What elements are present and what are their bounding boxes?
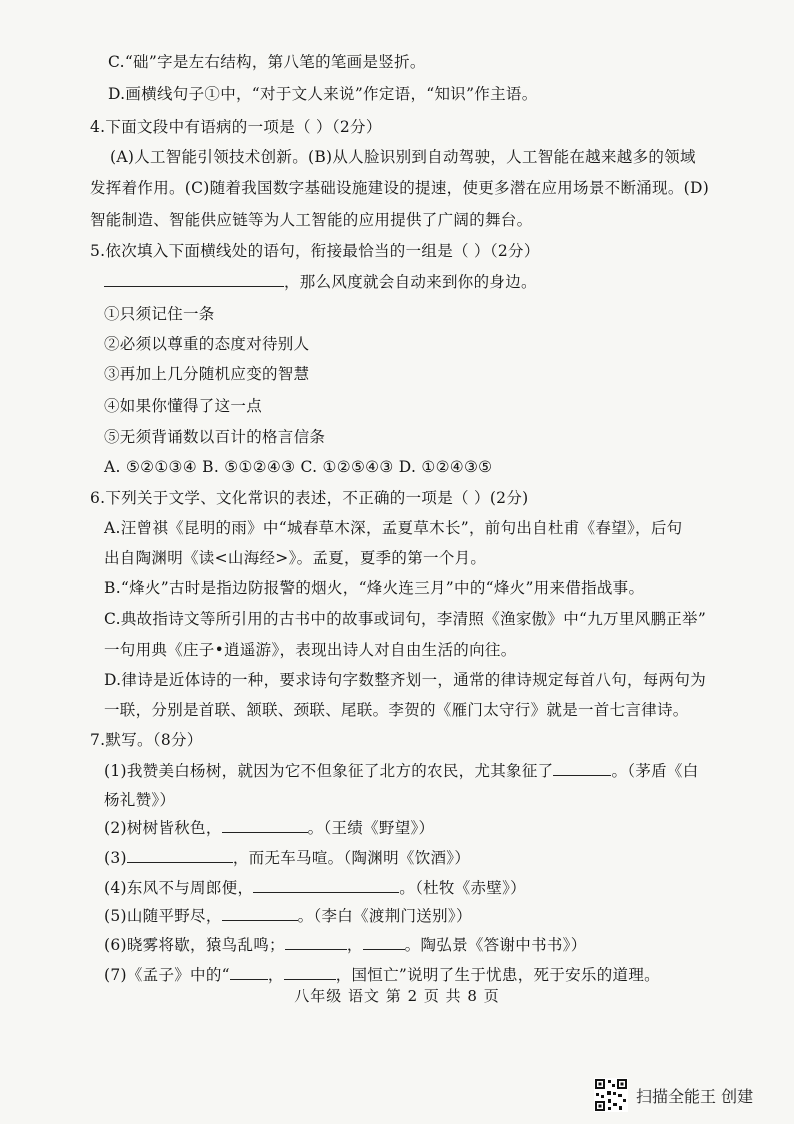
item-2-text: (2)树树皆秋色，	[104, 819, 222, 837]
question-6-option-b: B.“烽火”古时是指边防报警的烟火，“烽火连三月”中的“烽火”用来借指战事。	[104, 579, 645, 597]
item-5-text: (5)山随平野尽，	[104, 907, 222, 925]
question-6-stem: 6.下列关于文学、文化常识的表述，不正确的一项是（ ）(2分)	[90, 489, 529, 507]
item-3-text: (3)	[104, 849, 127, 867]
question-7-stem: 7.默写。（8分）	[90, 731, 203, 749]
question-5-item-4: ④如果你懂得了这一点	[104, 397, 263, 415]
item-4-source: 。（杜牧《赤壁》）	[399, 879, 526, 897]
question-7-item-7	[104, 965, 660, 985]
item-6-comma: ，	[346, 936, 363, 954]
item-4-text: (4)东风不与周郎便，	[104, 879, 254, 897]
question-5-options: A. ⑤②①③④ B. ⑤①②④③ C. ①②⑤④③ D. ①②④③⑤	[104, 458, 493, 476]
answer-blank[interactable]	[104, 272, 284, 287]
question-5-sentence-text: ，那么风度就会自动来到你的身边。	[284, 273, 537, 291]
question-7-item-1	[104, 761, 699, 781]
option-d-line: D.画横线句子①中，“对于文人来说”作定语，“知识”作主语。	[108, 85, 538, 103]
answer-blank[interactable]	[230, 965, 268, 980]
answer-blank[interactable]	[253, 878, 399, 893]
answer-blank[interactable]	[284, 965, 336, 980]
question-4-passage-line-2: 发挥着作用。(C)随着我国数字基础设施建设的提速，使更多潜在应用场景不断涌现。(D)	[90, 179, 710, 197]
item-6-source: 。陶弘景《答谢中书书》）	[404, 936, 587, 954]
page-footer: 八年级 语文 第 2 页 共 8 页	[294, 987, 500, 1005]
question-7-item-4	[104, 878, 526, 898]
answer-blank[interactable]	[363, 935, 405, 950]
question-4-passage-line-1: (A)人工智能引领技术创新。(B)从人脸识别到自动驾驶，人工智能在越来越多的领域	[110, 148, 696, 166]
question-7-item-3	[104, 848, 470, 868]
item-5-source: 。（李白《渡荆门送别》）	[297, 907, 472, 925]
item-3-source: ，而无车马喧。（陶渊明《饮酒》）	[232, 849, 471, 867]
question-6-option-d-line-1: D.律诗是近体诗的一种，要求诗句字数整齐划一，通常的律诗规定每首八句，每两句为	[104, 671, 707, 689]
item-7-comma: ，	[267, 966, 284, 984]
question-5-item-3: ③再加上几分随机应变的智慧	[104, 365, 310, 383]
question-5-item-5: ⑤无须背诵数以百计的格言信条	[104, 428, 326, 446]
question-6-option-d-line-2: 一联，分别是首联、颔联、颈联、尾联。李贺的《雁门太守行》就是一首七言律诗。	[104, 701, 689, 719]
item-6-text: (6)晓雾将歇，猿鸟乱鸣；	[104, 936, 285, 954]
question-6-option-a-line-2: 出自陶渊明《读<山海经>》。孟夏，夏季的第一个月。	[104, 549, 487, 567]
question-5-sentence	[104, 272, 537, 292]
watermark-text: 扫描全能王 创建	[636, 1087, 754, 1106]
question-7-item-5	[104, 906, 472, 926]
item-2-source: 。（王绩《野望》）	[307, 819, 435, 837]
question-5-item-1: ①只须记住一条	[104, 305, 215, 323]
question-7-item-6	[104, 935, 587, 955]
answer-blank[interactable]	[222, 818, 308, 833]
item-7-text: (7)《孟子》中的“	[104, 966, 230, 984]
qr-code-icon	[594, 1078, 628, 1112]
answer-blank[interactable]	[553, 761, 611, 776]
question-5-item-2: ②必须以尊重的态度对待别人	[104, 335, 310, 353]
item-1-source: 。（茅盾《白	[611, 762, 699, 780]
question-5-stem: 5.依次填入下面横线处的语句，衔接最恰当的一组是（ ）（2分）	[90, 242, 540, 260]
question-4-stem: 4.下面文段中有语病的一项是（ ）（2分）	[90, 118, 382, 136]
answer-blank[interactable]	[285, 935, 347, 950]
question-6-option-c-line-2: 一句用典《庄子•逍遥游》，表现出诗人对自由生活的向往。	[104, 641, 517, 659]
scanner-watermark	[594, 1078, 780, 1114]
item-1-text: (1)我赞美白杨树，就因为它不但象征了北方的农民，尤其象征了	[104, 762, 554, 780]
question-7-item-1-cont: 杨礼赞》）	[104, 791, 176, 809]
question-6-option-c-line-1: C.典故指诗文等所引用的古书中的故事或词句，李清照《渔家傲》中“九万里风鹏正举”	[104, 610, 707, 628]
question-6-option-a-line-1: A.汪曾祺《昆明的雨》中“城春草木深，孟夏草木长”，前句出自杜甫《春望》，后句	[104, 519, 683, 537]
answer-blank[interactable]	[127, 848, 233, 863]
question-4-passage-line-3: 智能制造、智能供应链等为人工智能的应用提供了广阔的舞台。	[90, 211, 533, 229]
item-7-tail: ，国恒亡”说明了生于忧患，死于安乐的道理。	[335, 966, 660, 984]
answer-blank[interactable]	[222, 906, 298, 921]
option-c-line: C.“础”字是左右结构，第八笔的笔画是竖折。	[108, 53, 426, 71]
question-7-item-2	[104, 818, 434, 838]
